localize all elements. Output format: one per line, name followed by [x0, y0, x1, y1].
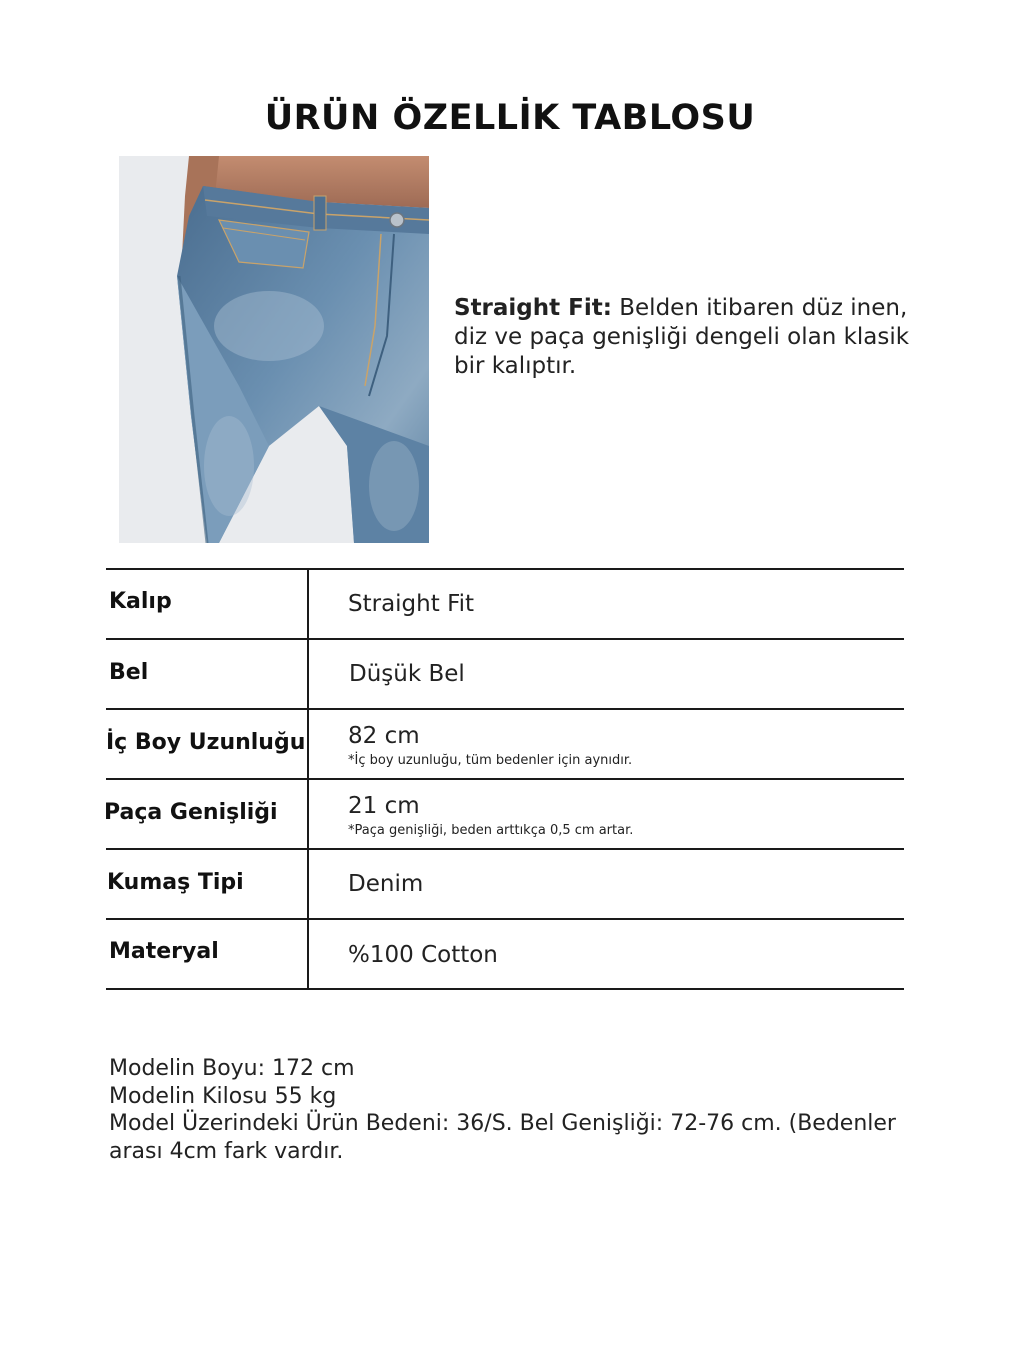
model-info [109, 1055, 899, 1165]
spec-row-kalip [106, 570, 904, 640]
spec-row-kumas [106, 850, 904, 920]
model-height: Modelin Boyu: 172 cm [109, 1056, 355, 1081]
spec-label: Bel [109, 660, 149, 685]
spec-value: 82 cm [348, 723, 420, 749]
column-divider [307, 920, 309, 988]
model-weight: Modelin Kilosu 55 kg [109, 1083, 337, 1109]
spec-value: Straight Fit [348, 591, 475, 617]
spec-value: Düşük Bel [349, 661, 465, 687]
fit-name: Straight Fit: [454, 295, 612, 321]
product-photo [119, 156, 429, 543]
spec-label: Paça Genişliği [104, 800, 278, 825]
fit-description [454, 294, 914, 381]
column-divider [307, 570, 309, 638]
spec-label: İç Boy Uzunluğu [106, 730, 306, 755]
spec-label: Kalıp [109, 589, 172, 614]
spec-row-materyal [106, 920, 904, 990]
column-divider [307, 710, 309, 778]
fit-description-text: Belden itibaren düz inen, diz ve paça genişliği dengeli olan klasik bir kalıptır. [454, 295, 910, 379]
model-size: Model Üzerindeki Ürün Bedeni: 36/S. Bel Genişliği: 72-76 cm. (Bedenler arası 4cm fark vardır. [109, 1111, 896, 1164]
spec-row-ic-boy [106, 710, 904, 780]
spec-table [106, 568, 904, 990]
spec-row-bel [106, 640, 904, 710]
spec-label: Kumaş Tipi [107, 870, 244, 895]
spec-value: %100 Cotton [348, 942, 498, 968]
column-divider [307, 780, 309, 848]
spec-note: *Paça genişliği, beden arttıkça 0,5 cm artar. [348, 823, 634, 838]
page-title: ÜRÜN ÖZELLİK TABLOSU [264, 98, 756, 138]
column-divider [307, 850, 309, 918]
spec-row-paca [106, 780, 904, 850]
spec-note: *İç boy uzunluğu, tüm bedenler için aynıdır. [348, 753, 633, 768]
spec-label: Materyal [109, 939, 219, 964]
column-divider [307, 640, 309, 708]
spec-value: 21 cm [348, 793, 420, 819]
spec-value: Denim [348, 871, 424, 897]
